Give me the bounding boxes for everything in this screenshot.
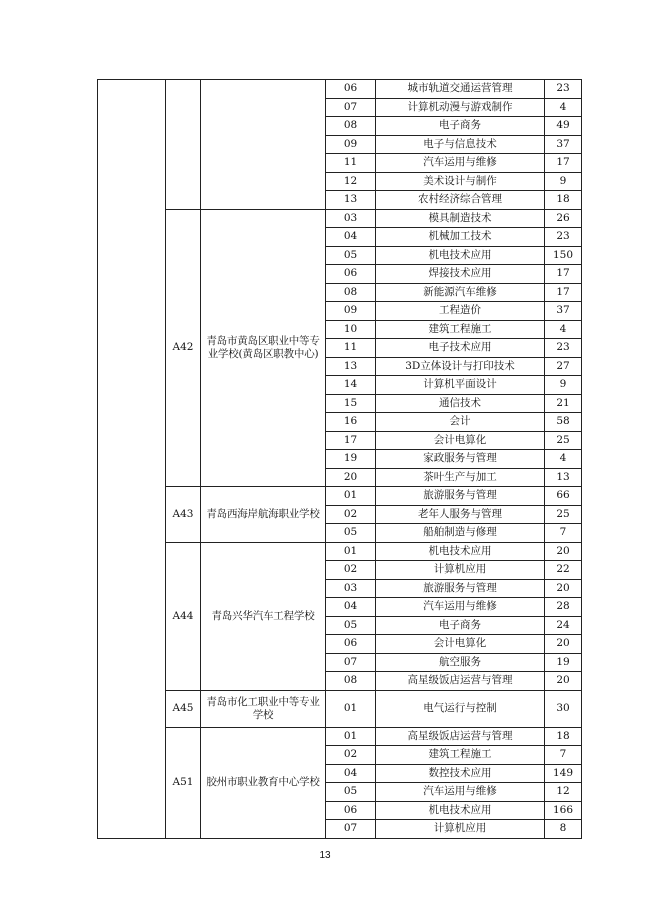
school-name-cell: 青岛西海岸航海职业学校 bbox=[201, 487, 326, 543]
enrollment-count-cell: 7 bbox=[545, 746, 582, 765]
major-name-cell: 电子与信息技术 bbox=[376, 135, 545, 154]
major-code-cell: 04 bbox=[326, 228, 376, 247]
major-name-cell: 数控技术应用 bbox=[376, 764, 545, 783]
major-name-cell: 高星级饭店运营与管理 bbox=[376, 672, 545, 691]
table-row bbox=[98, 209, 582, 228]
major-code-cell: 13 bbox=[326, 357, 376, 376]
table-row bbox=[98, 727, 582, 746]
major-name-cell: 高星级饭店运营与管理 bbox=[376, 727, 545, 746]
enrollment-count-cell: 37 bbox=[545, 302, 582, 321]
major-name-cell: 电子技术应用 bbox=[376, 339, 545, 358]
major-code-cell: 09 bbox=[326, 302, 376, 321]
enrollment-count-cell: 9 bbox=[545, 172, 582, 191]
enrollment-count-cell: 12 bbox=[545, 783, 582, 802]
major-code-cell: 07 bbox=[326, 98, 376, 117]
major-name-cell: 焊接技术应用 bbox=[376, 265, 545, 284]
major-code-cell: 08 bbox=[326, 283, 376, 302]
major-name-cell: 电气运行与控制 bbox=[376, 690, 545, 727]
enrollment-count-cell: 166 bbox=[545, 801, 582, 820]
school-name-cell bbox=[201, 80, 326, 210]
major-code-cell: 19 bbox=[326, 450, 376, 469]
school-name-cell: 青岛兴华汽车工程学校 bbox=[201, 542, 326, 690]
major-name-cell: 机械加工技术 bbox=[376, 228, 545, 247]
enrollment-count-cell: 4 bbox=[545, 320, 582, 339]
major-code-cell: 10 bbox=[326, 320, 376, 339]
major-name-cell: 会计 bbox=[376, 413, 545, 432]
enrollment-count-cell: 19 bbox=[545, 653, 582, 672]
major-name-cell: 老年人服务与管理 bbox=[376, 505, 545, 524]
major-name-cell: 建筑工程施工 bbox=[376, 746, 545, 765]
major-code-cell: 11 bbox=[326, 154, 376, 173]
region-cell bbox=[98, 80, 166, 839]
major-name-cell: 计算机平面设计 bbox=[376, 376, 545, 395]
major-code-cell: 06 bbox=[326, 801, 376, 820]
enrollment-count-cell: 24 bbox=[545, 616, 582, 635]
enrollment-count-cell: 150 bbox=[545, 246, 582, 265]
major-name-cell: 机电技术应用 bbox=[376, 246, 545, 265]
enrollment-count-cell: 49 bbox=[545, 117, 582, 136]
major-name-cell: 会计电算化 bbox=[376, 635, 545, 654]
major-code-cell: 01 bbox=[326, 690, 376, 727]
major-code-cell: 16 bbox=[326, 413, 376, 432]
major-name-cell: 农村经济综合管理 bbox=[376, 191, 545, 210]
major-code-cell: 20 bbox=[326, 468, 376, 487]
major-name-cell: 工程造价 bbox=[376, 302, 545, 321]
enrollment-count-cell: 18 bbox=[545, 191, 582, 210]
major-name-cell: 通信技术 bbox=[376, 394, 545, 413]
enrollment-count-cell: 37 bbox=[545, 135, 582, 154]
page-number: 13 bbox=[319, 850, 331, 861]
enrollment-count-cell: 58 bbox=[545, 413, 582, 432]
major-name-cell: 茶叶生产与加工 bbox=[376, 468, 545, 487]
major-name-cell: 建筑工程施工 bbox=[376, 320, 545, 339]
major-name-cell: 汽车运用与维修 bbox=[376, 154, 545, 173]
major-code-cell: 06 bbox=[326, 265, 376, 284]
table-row bbox=[98, 690, 582, 727]
major-code-cell: 17 bbox=[326, 431, 376, 450]
major-name-cell: 家政服务与管理 bbox=[376, 450, 545, 469]
enrollment-count-cell: 20 bbox=[545, 635, 582, 654]
school-code-cell: A51 bbox=[166, 727, 201, 838]
enrollment-count-cell: 22 bbox=[545, 561, 582, 580]
major-name-cell: 机电技术应用 bbox=[376, 542, 545, 561]
major-code-cell: 02 bbox=[326, 746, 376, 765]
major-code-cell: 08 bbox=[326, 672, 376, 691]
major-name-cell: 汽车运用与维修 bbox=[376, 783, 545, 802]
major-code-cell: 07 bbox=[326, 653, 376, 672]
major-code-cell: 07 bbox=[326, 820, 376, 839]
school-name-cell: 青岛市化工职业中等专业学校 bbox=[201, 690, 326, 727]
major-code-cell: 03 bbox=[326, 209, 376, 228]
major-code-cell: 01 bbox=[326, 727, 376, 746]
major-name-cell: 航空服务 bbox=[376, 653, 545, 672]
enrollment-count-cell: 8 bbox=[545, 820, 582, 839]
major-name-cell: 船舶制造与修理 bbox=[376, 524, 545, 543]
enrollment-count-cell: 18 bbox=[545, 727, 582, 746]
major-name-cell: 美术设计与制作 bbox=[376, 172, 545, 191]
major-code-cell: 01 bbox=[326, 487, 376, 506]
school-name-cell: 胶州市职业教育中心学校 bbox=[201, 727, 326, 838]
enrollment-table bbox=[97, 79, 582, 839]
school-code-cell: A44 bbox=[166, 542, 201, 690]
enrollment-count-cell: 4 bbox=[545, 450, 582, 469]
major-code-cell: 15 bbox=[326, 394, 376, 413]
school-code-cell bbox=[166, 80, 201, 210]
enrollment-count-cell: 26 bbox=[545, 209, 582, 228]
major-code-cell: 08 bbox=[326, 117, 376, 136]
enrollment-count-cell: 25 bbox=[545, 431, 582, 450]
enrollment-count-cell: 13 bbox=[545, 468, 582, 487]
major-code-cell: 06 bbox=[326, 80, 376, 99]
enrollment-count-cell: 25 bbox=[545, 505, 582, 524]
major-name-cell: 计算机应用 bbox=[376, 561, 545, 580]
major-code-cell: 09 bbox=[326, 135, 376, 154]
major-name-cell: 电子商务 bbox=[376, 616, 545, 635]
major-code-cell: 06 bbox=[326, 635, 376, 654]
enrollment-count-cell: 23 bbox=[545, 339, 582, 358]
major-code-cell: 04 bbox=[326, 598, 376, 617]
major-name-cell: 3D立体设计与打印技术 bbox=[376, 357, 545, 376]
major-name-cell: 模具制造技术 bbox=[376, 209, 545, 228]
school-code-cell: A43 bbox=[166, 487, 201, 543]
enrollment-count-cell: 4 bbox=[545, 98, 582, 117]
enrollment-count-cell: 66 bbox=[545, 487, 582, 506]
major-code-cell: 05 bbox=[326, 783, 376, 802]
major-name-cell: 旅游服务与管理 bbox=[376, 487, 545, 506]
major-code-cell: 05 bbox=[326, 524, 376, 543]
major-code-cell: 02 bbox=[326, 561, 376, 580]
school-code-cell: A42 bbox=[166, 209, 201, 487]
major-code-cell: 02 bbox=[326, 505, 376, 524]
major-name-cell: 电子商务 bbox=[376, 117, 545, 136]
enrollment-count-cell: 20 bbox=[545, 672, 582, 691]
major-name-cell: 机电技术应用 bbox=[376, 801, 545, 820]
enrollment-count-cell: 30 bbox=[545, 690, 582, 727]
major-code-cell: 05 bbox=[326, 246, 376, 265]
major-name-cell: 计算机动漫与游戏制作 bbox=[376, 98, 545, 117]
enrollment-count-cell: 7 bbox=[545, 524, 582, 543]
table-row bbox=[98, 487, 582, 506]
major-name-cell: 旅游服务与管理 bbox=[376, 579, 545, 598]
school-code-cell: A45 bbox=[166, 690, 201, 727]
major-name-cell: 会计电算化 bbox=[376, 431, 545, 450]
enrollment-count-cell: 9 bbox=[545, 376, 582, 395]
major-name-cell: 汽车运用与维修 bbox=[376, 598, 545, 617]
major-code-cell: 03 bbox=[326, 579, 376, 598]
enrollment-count-cell: 21 bbox=[545, 394, 582, 413]
enrollment-count-cell: 17 bbox=[545, 283, 582, 302]
enrollment-count-cell: 20 bbox=[545, 579, 582, 598]
enrollment-count-cell: 17 bbox=[545, 265, 582, 284]
enrollment-count-cell: 23 bbox=[545, 228, 582, 247]
major-code-cell: 05 bbox=[326, 616, 376, 635]
major-code-cell: 13 bbox=[326, 191, 376, 210]
table-row bbox=[98, 542, 582, 561]
major-code-cell: 04 bbox=[326, 764, 376, 783]
enrollment-count-cell: 28 bbox=[545, 598, 582, 617]
major-name-cell: 新能源汽车维修 bbox=[376, 283, 545, 302]
major-name-cell: 城市轨道交通运营管理 bbox=[376, 80, 545, 99]
major-code-cell: 14 bbox=[326, 376, 376, 395]
enrollment-count-cell: 20 bbox=[545, 542, 582, 561]
enrollment-count-cell: 23 bbox=[545, 80, 582, 99]
major-code-cell: 11 bbox=[326, 339, 376, 358]
enrollment-count-cell: 17 bbox=[545, 154, 582, 173]
enrollment-count-cell: 149 bbox=[545, 764, 582, 783]
enrollment-count-cell: 27 bbox=[545, 357, 582, 376]
school-name-cell: 青岛市黄岛区职业中等专业学校(黄岛区职教中心) bbox=[201, 209, 326, 487]
major-name-cell: 计算机应用 bbox=[376, 820, 545, 839]
table-row bbox=[98, 80, 582, 99]
major-code-cell: 12 bbox=[326, 172, 376, 191]
major-code-cell: 01 bbox=[326, 542, 376, 561]
